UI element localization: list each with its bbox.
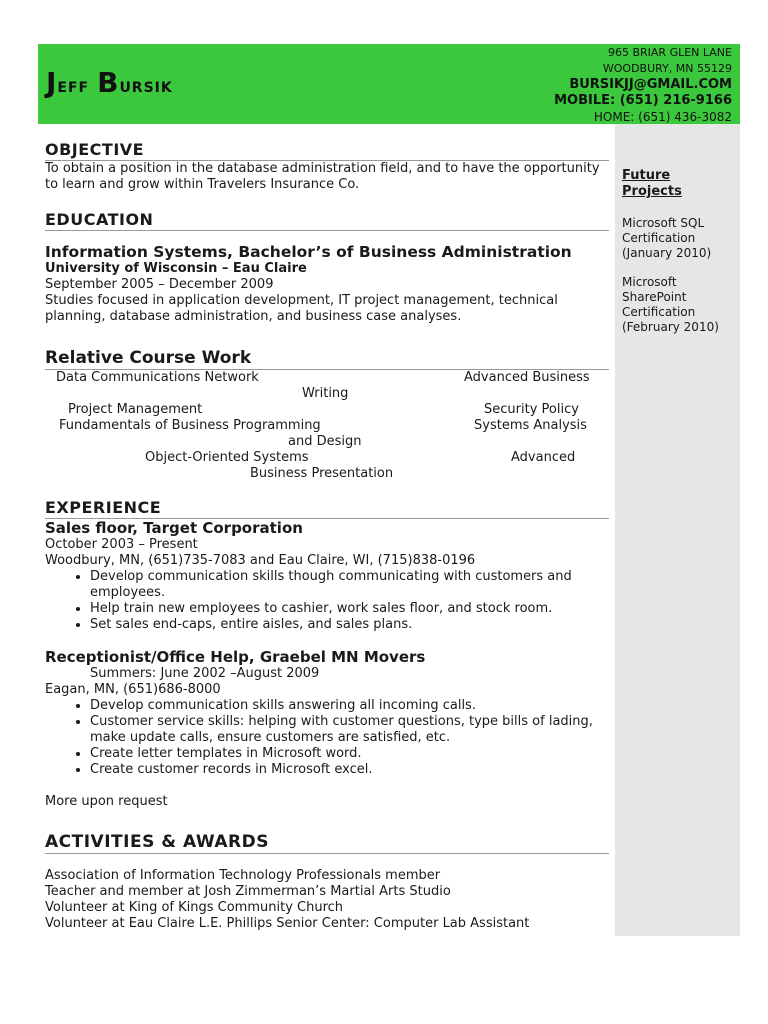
course-item: Project Management <box>68 402 203 417</box>
address-line-2: WOODBURY, MN 55129 <box>602 62 732 75</box>
section-title-coursework: Relative Course Work <box>45 348 609 370</box>
course-item: Systems Analysis <box>474 418 587 433</box>
school-name: University of Wisconsin – Eau Claire <box>45 261 307 276</box>
more-upon-request: More upon request <box>45 794 168 809</box>
section-title-experience: EXPERIENCE <box>45 498 609 519</box>
course-item: Advanced Business <box>464 370 590 385</box>
mobile-phone: MOBILE: (651) 216-9166 <box>554 93 732 108</box>
home-phone: HOME: (651) 436-3082 <box>593 110 732 124</box>
list-item: • Create letter templates in Microsoft word. <box>90 746 609 762</box>
candidate-name <box>46 66 173 99</box>
list-item: Volunteer at Eau Claire L.E. Phillips Senior Center: Computer Lab Assistant <box>45 916 530 931</box>
course-item: Business Presentation <box>250 466 394 481</box>
list-item: • Develop communication skills answering all incoming calls. <box>90 698 609 714</box>
name-last-initial: B <box>97 66 120 99</box>
header-banner <box>38 44 740 124</box>
job-dates: Summers: June 2002 –August 2009 <box>90 666 320 681</box>
list-item: • Help train new employees to cashier, work sales floor, and stock room. <box>90 601 609 617</box>
name-first-rest: eff <box>57 73 90 97</box>
objective-section <box>45 140 609 193</box>
course-item: Security Policy <box>484 402 579 417</box>
job-entry <box>45 519 609 633</box>
course-grid <box>45 370 609 482</box>
email-link[interactable]: BURSIKJJ@GMAIL.COM <box>569 77 732 92</box>
section-title-activities: ACTIVITIES & AWARDS <box>45 832 609 854</box>
activities-section <box>45 832 609 932</box>
degree-title: Information Systems, Bachelor’s of Business Administration <box>45 243 572 261</box>
education-section <box>45 210 609 325</box>
experience-section <box>45 498 609 810</box>
sidebar-title: Future Projects <box>622 168 682 199</box>
course-item: Object-Oriented Systems <box>145 450 309 465</box>
course-item: Fundamentals of Business Programming <box>59 418 321 433</box>
course-item: Advanced <box>511 450 576 465</box>
course-item: Data Communications Network <box>56 370 259 385</box>
section-title-objective: OBJECTIVE <box>45 140 609 161</box>
course-item: Writing <box>302 386 349 401</box>
job-location: Woodbury, MN, (651)735-7083 and Eau Claire, WI, (715)838-0196 <box>45 553 476 568</box>
job-title: Sales floor, Target Corporation <box>45 519 303 537</box>
sidebar-item: Microsoft SharePoint Certification (February 2010) <box>622 275 719 334</box>
list-item: • Set sales end-caps, entire aisles, and sales plans. <box>90 617 609 633</box>
section-title-education: EDUCATION <box>45 210 609 231</box>
education-dates: September 2005 – December 2009 <box>45 277 274 292</box>
list-item: • Develop communication skills though communicating with customers and employees. <box>90 569 609 601</box>
name-last-rest: ursik <box>119 73 173 97</box>
list-item: Teacher and member at Josh Zimmerman’s Martial Arts Studio <box>45 884 451 899</box>
job-entry <box>45 648 609 778</box>
job-title: Receptionist/Office Help, Graebel MN Movers <box>45 648 426 666</box>
name-first-initial: J <box>46 66 58 99</box>
job-bullets <box>45 698 609 778</box>
coursework-section <box>45 348 609 482</box>
address-line-1: 965 BRIAR GLEN LANE <box>607 46 732 59</box>
list-item: Volunteer at King of Kings Community Church <box>45 900 344 915</box>
sidebar-list <box>622 216 738 349</box>
objective-text: To obtain a position in the database administration field, and to have the opportunity to learn and grow within Travelers Insurance Co. <box>45 161 600 192</box>
list-item: Association of Information Technology Professionals member <box>45 868 441 883</box>
list-item: • Create customer records in Microsoft excel. <box>90 762 609 778</box>
education-description: Studies focused in application development, IT project management, technical planning, database administration, and business case analyses. <box>45 293 558 324</box>
job-bullets <box>45 569 609 633</box>
list-item: • Customer service skills: helping with customer questions, type bills of lading, make update calls, ensure customers are satisfied, etc. <box>90 714 609 746</box>
contact-block <box>554 45 732 125</box>
job-dates: October 2003 – Present <box>45 537 198 552</box>
sidebar <box>615 124 740 936</box>
course-item: and Design <box>288 434 362 449</box>
job-location: Eagan, MN, (651)686-8000 <box>45 682 221 697</box>
sidebar-item: Microsoft SQL Certification (January 2010) <box>622 216 712 260</box>
